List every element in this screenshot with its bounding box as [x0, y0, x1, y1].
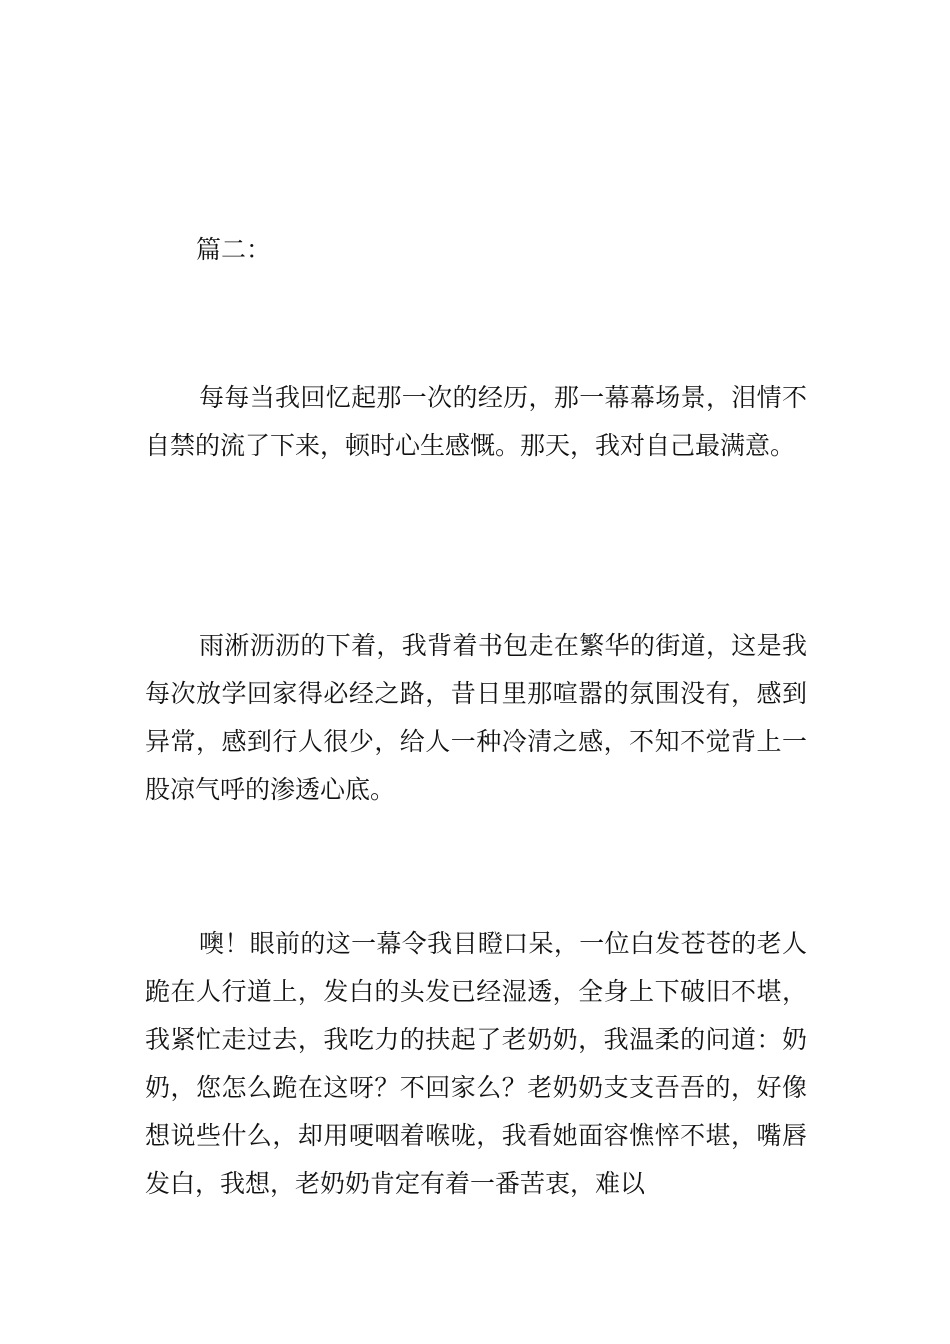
- paragraph-2: 雨淅沥沥的下着，我背着书包走在繁华的街道，这是我每次放学回家得必经之路，昔日里那喧嚣的氛围没有，感到异常，感到行人很少，给人一种冷清之感，不知不觉背上一股凉气呼的渗透心底。: [145, 631, 807, 804]
- paragraph-3: 噢！眼前的这一幕令我目瞪口呆，一位白发苍苍的老人跪在人行道上，发白的头发已经湿透，全身上下破旧不堪，我紧忙走过去，我吃力的扶起了老奶奶，我温柔的问道：奶奶，您怎么跪在这呀？不回家么？老奶奶支支吾吾的，好像想说些什么，却用哽咽着喉咙，我看她面容憔悴不堪，嘴唇发白，我想，老奶奶肯定有着一番苦衷，难以: [145, 929, 807, 1198]
- paragraph-1: 每每当我回忆起那一次的经历，那一幕幕场景，泪情不自禁的流了下来，顿时心生感慨。那天，我对自己最满意。: [145, 383, 807, 460]
- section-title: 篇二：: [196, 235, 272, 264]
